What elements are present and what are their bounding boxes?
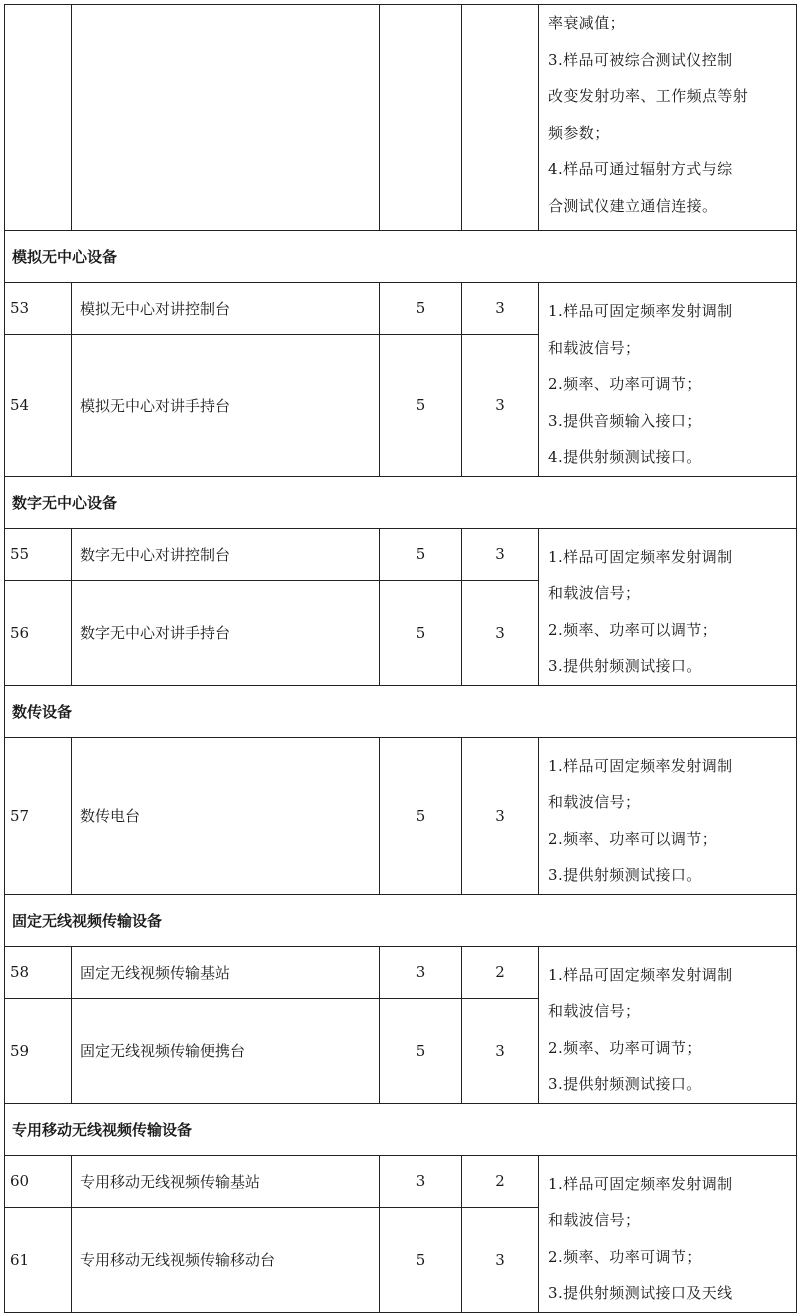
requirement-line: 和载波信号； [548, 1002, 641, 1020]
row-number: 58 [5, 946, 72, 998]
requirement-line: 1.样品可固定频率发射调制 [548, 302, 733, 320]
device-name: 模拟无中心对讲手持台 [72, 334, 380, 476]
row-number: 57 [5, 737, 72, 894]
table-row [5, 528, 797, 580]
quantity-a: 3 [380, 946, 462, 998]
quantity-b: 3 [462, 580, 539, 685]
quantity-a: 5 [380, 1208, 462, 1312]
requirement-line: 3.提供射频测试接口。 [548, 1075, 702, 1093]
requirements-cell [539, 946, 797, 1103]
quantity-a: 5 [380, 580, 462, 685]
device-name-cell [72, 5, 380, 231]
quantity-a: 5 [380, 528, 462, 580]
quantity-a: 5 [380, 998, 462, 1103]
requirement-line: 1.样品可固定频率发射调制 [548, 1174, 733, 1193]
row-number: 56 [5, 580, 72, 685]
quantity-b: 2 [462, 1155, 539, 1208]
device-name: 数传电台 [72, 737, 380, 894]
requirement-line: 率衰减值； [548, 14, 626, 32]
table-row [5, 5, 797, 231]
requirement-line: 频参数； [548, 123, 610, 142]
quantity-b-cell [462, 5, 539, 231]
requirement-line: 1.样品可固定频率发射调制 [548, 756, 733, 775]
quantity-b: 3 [462, 528, 539, 580]
requirement-line: 2.频率、功率可调节； [548, 375, 702, 393]
requirement-line: 3.提供射频测试接口。 [548, 657, 702, 675]
table-row [5, 283, 797, 335]
quantity-b: 2 [462, 946, 539, 998]
quantity-a-cell [380, 5, 462, 231]
device-name: 专用移动无线视频传输基站 [72, 1155, 380, 1208]
requirements-cell [539, 1155, 797, 1312]
quantity-a: 3 [380, 1155, 462, 1208]
device-name: 固定无线视频传输基站 [72, 946, 380, 998]
requirement-line: 2.频率、功率可以调节； [548, 620, 718, 639]
row-number-cell [5, 5, 72, 231]
section-header-row [5, 476, 797, 528]
row-number: 61 [5, 1208, 72, 1312]
device-name: 固定无线视频传输便携台 [72, 998, 380, 1103]
requirements-cell [539, 5, 797, 231]
table-row [5, 737, 797, 894]
requirement-line: 4.提供射频测试接口。 [548, 448, 702, 466]
requirement-line: 和载波信号； [548, 793, 641, 811]
section-header-row [5, 894, 797, 946]
quantity-a: 5 [380, 334, 462, 476]
device-name: 数字无中心对讲手持台 [72, 580, 380, 685]
section-title: 专用移动无线视频传输设备 [5, 1103, 797, 1155]
quantity-b: 3 [462, 737, 539, 894]
device-name: 专用移动无线视频传输移动台 [72, 1208, 380, 1312]
quantity-a: 5 [380, 737, 462, 894]
requirement-line: 4.样品可通过辐射方式与综 [548, 160, 733, 178]
section-title: 模拟无中心设备 [5, 231, 797, 283]
row-number: 55 [5, 528, 72, 580]
quantity-b: 3 [462, 998, 539, 1103]
requirements-cell [539, 528, 797, 685]
requirement-line: 1.样品可固定频率发射调制 [548, 547, 733, 566]
requirement-line: 和载波信号； [548, 338, 641, 357]
requirement-line: 2.频率、功率可调节； [548, 1247, 702, 1266]
requirement-line: 和载波信号； [548, 1211, 641, 1229]
requirement-line: 3.提供音频输入接口； [548, 411, 702, 430]
requirement-line: 1.样品可固定频率发射调制 [548, 965, 733, 984]
requirement-line: 和载波信号； [548, 584, 641, 602]
section-title: 固定无线视频传输设备 [5, 894, 797, 946]
table-row [5, 1155, 797, 1208]
requirement-line: 3.提供射频测试接口及天线 [548, 1284, 733, 1302]
requirement-line: 改变发射功率、工作频点等射 [548, 87, 749, 105]
section-header-row [5, 685, 797, 737]
quantity-a: 5 [380, 283, 462, 335]
table-row [5, 946, 797, 998]
row-number: 59 [5, 998, 72, 1103]
requirement-line: 2.频率、功率可以调节； [548, 829, 718, 848]
requirements-cell [539, 283, 797, 477]
section-header-row [5, 231, 797, 283]
section-title: 数传设备 [5, 685, 797, 737]
row-number: 54 [5, 334, 72, 476]
device-name: 数字无中心对讲控制台 [72, 528, 380, 580]
quantity-b: 3 [462, 283, 539, 335]
row-number: 60 [5, 1155, 72, 1208]
requirements-cell [539, 737, 797, 894]
requirement-line: 合测试仪建立通信连接。 [548, 196, 718, 215]
equipment-table [4, 4, 797, 1313]
requirement-line: 2.频率、功率可调节； [548, 1038, 702, 1057]
requirement-line: 3.样品可被综合测试仪控制 [548, 50, 733, 69]
requirement-line: 3.提供射频测试接口。 [548, 866, 702, 884]
device-name: 模拟无中心对讲控制台 [72, 283, 380, 335]
quantity-b: 3 [462, 1208, 539, 1312]
row-number: 53 [5, 283, 72, 335]
section-title: 数字无中心设备 [5, 476, 797, 528]
section-header-row [5, 1103, 797, 1155]
quantity-b: 3 [462, 334, 539, 476]
